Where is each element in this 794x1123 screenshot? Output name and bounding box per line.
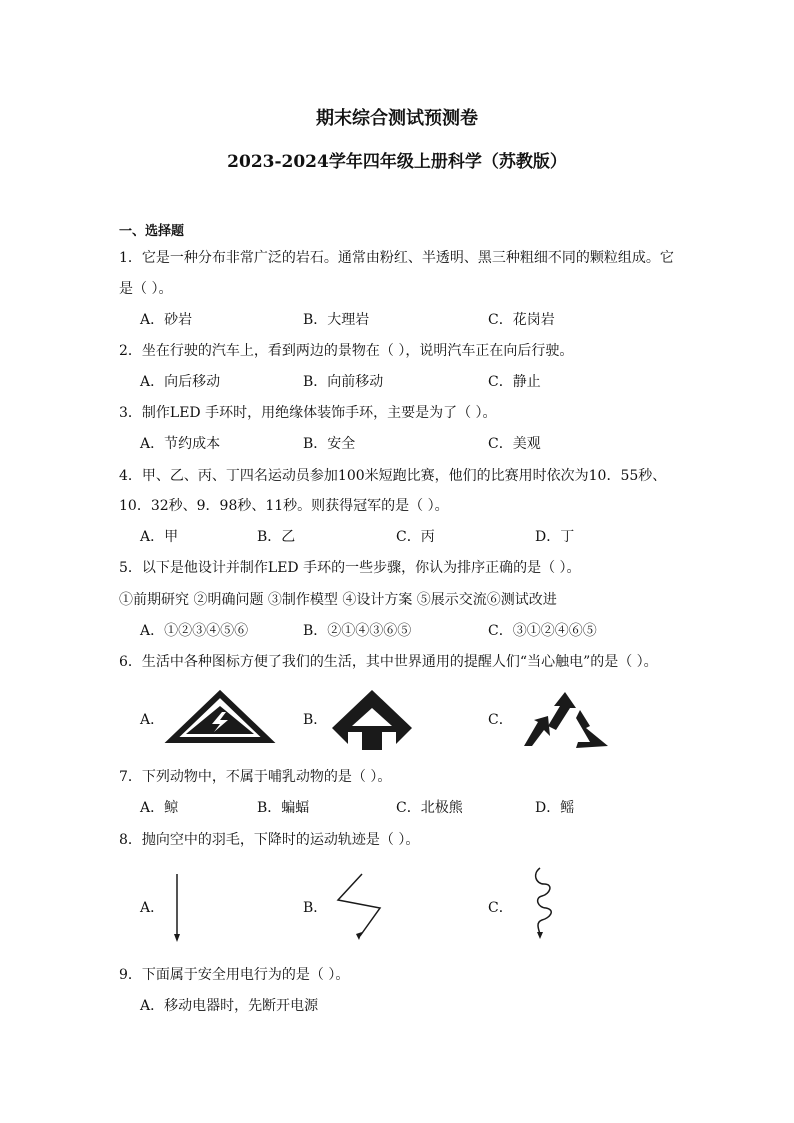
question-5-steps: ①前期研究 ②明确问题 ③制作模型 ④设计方案 ⑤展示交流⑥测试改进 <box>119 592 557 608</box>
question-8-text: 8．抛向空中的羽毛，下降时的运动轨迹是（ ）。 <box>119 832 420 848</box>
question-9-text: 9．下面属于安全用电行为的是（ ）。 <box>119 967 350 983</box>
q1-option-a[interactable]: A．砂岩 <box>140 312 193 328</box>
q7-option-d[interactable]: D．鳐 <box>535 800 575 816</box>
q4-option-d[interactable]: D．丁 <box>535 529 575 545</box>
electric-hazard-icon[interactable] <box>168 690 272 744</box>
question-4-text-line-1: 4．甲、乙、丙、丁四名运动员参加100米短跑比赛，他们的比赛用时依次为10．55秒、 <box>119 468 667 484</box>
exam-title: 期末综合测试预测卷 <box>316 108 478 129</box>
q3-option-b[interactable]: B．安全 <box>303 436 356 452</box>
q4-option-c[interactable]: C．丙 <box>396 529 435 545</box>
q9-option-a[interactable]: A．移动电器时，先断开电源 <box>140 998 319 1014</box>
q1-option-b[interactable]: B．大理岩 <box>303 312 370 328</box>
q8-option-b-label[interactable]: B． <box>303 900 328 916</box>
q5-option-a[interactable]: A．①②③④⑤⑥ <box>140 623 249 639</box>
q6-option-b-label[interactable]: B． <box>303 712 328 728</box>
question-5-text: 5．以下是他设计并制作LED 手环的一些步骤，你认为排序正确的是（ ）。 <box>119 560 581 576</box>
question-4-text-line-2: 10．32秒、9．98秒、11秒。则获得冠军的是（ ）。 <box>119 498 449 514</box>
q4-option-a[interactable]: A．甲 <box>140 529 179 545</box>
q7-option-c[interactable]: C．北极熊 <box>396 800 463 816</box>
straight-down-arrow-icon[interactable] <box>170 872 184 944</box>
section-heading: 一、选择题 <box>119 224 185 239</box>
q5-option-b[interactable]: B．②①④③⑥⑤ <box>303 623 412 639</box>
q8-option-c-label[interactable]: C． <box>488 900 513 916</box>
q1-option-c[interactable]: C．花岗岩 <box>488 312 555 328</box>
question-2-text: 2．坐在行驶的汽车上，看到两边的景物在（ ），说明汽车正在向后行驶。 <box>119 343 574 359</box>
question-6-text: 6．生活中各种图标方便了我们的生活，其中世界通用的提醒人们“当心触电”的是（ ）。 <box>119 654 658 670</box>
q7-option-a[interactable]: A．鲸 <box>140 800 179 816</box>
curly-arrow-icon[interactable] <box>526 866 562 942</box>
q3-option-a[interactable]: A．节约成本 <box>140 436 221 452</box>
q6-option-a-label[interactable]: A． <box>140 712 165 728</box>
exam-subtitle: 2023-2024学年四年级上册科学（苏教版） <box>227 152 567 172</box>
zigzag-arrow-icon[interactable] <box>334 872 384 942</box>
question-7-text: 7．下列动物中，不属于哺乳动物的是（ ）。 <box>119 769 392 785</box>
question-1-text-line-2: 是（ ）。 <box>119 281 173 297</box>
q3-option-c[interactable]: C．美观 <box>488 436 541 452</box>
q5-option-c[interactable]: C．③①②④⑥⑤ <box>488 623 597 639</box>
recycle-triangle-icon[interactable] <box>518 688 612 752</box>
q2-option-b[interactable]: B．向前移动 <box>303 374 384 390</box>
q2-option-a[interactable]: A．向后移动 <box>140 374 221 390</box>
q4-option-b[interactable]: B．乙 <box>257 529 296 545</box>
q2-option-c[interactable]: C．静止 <box>488 374 541 390</box>
question-3-text: 3．制作LED 手环时，用绝缘体装饰手环，主要是为了（ ）。 <box>119 405 497 421</box>
q8-option-a-label[interactable]: A． <box>140 900 165 916</box>
q7-option-b[interactable]: B．蝙蝠 <box>257 800 310 816</box>
recycle-arrows-icon[interactable] <box>330 688 414 754</box>
q6-option-c-label[interactable]: C． <box>488 712 513 728</box>
question-1-text-line-1: 1．它是一种分布非常广泛的岩石。通常由粉红、半透明、黑三种粗细不同的颗粒组成。它 <box>119 250 674 266</box>
